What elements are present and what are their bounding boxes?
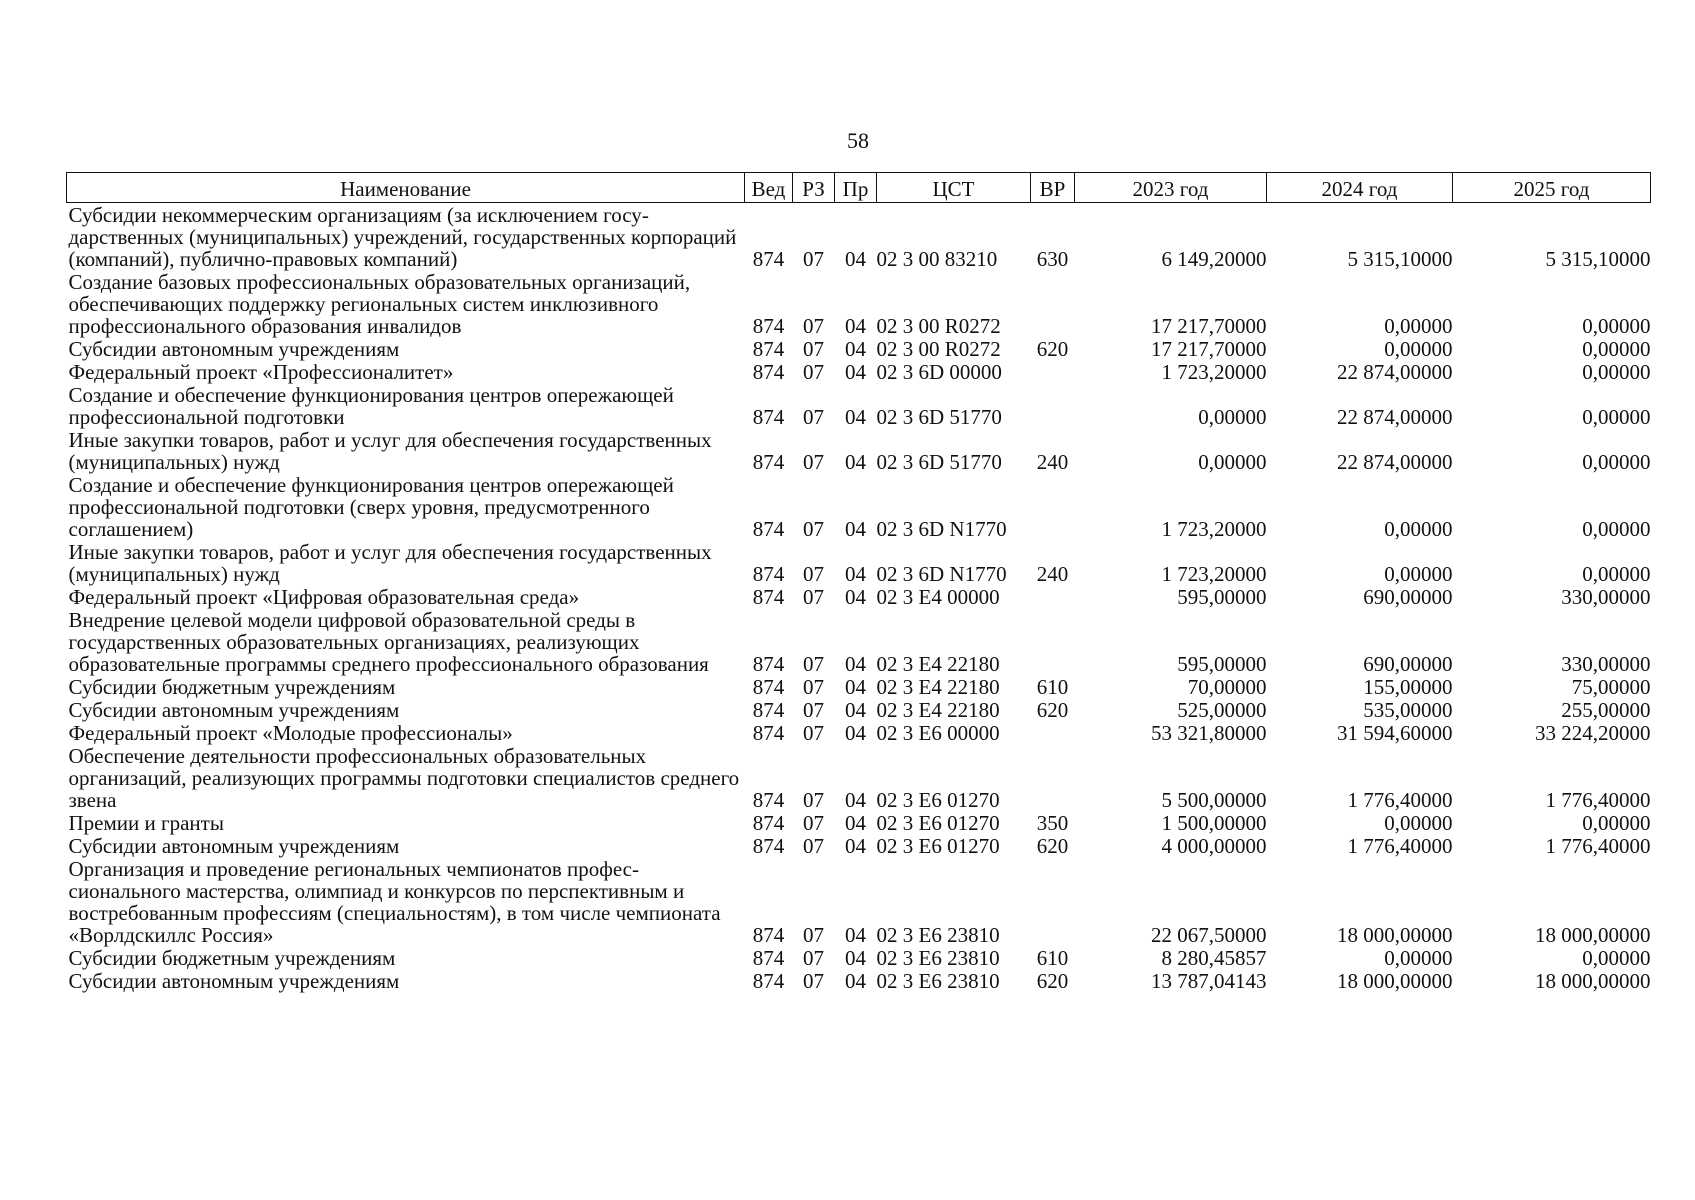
row-pr: 04 xyxy=(845,698,866,722)
row-cst: 02 3 6D N1770 xyxy=(876,517,1007,541)
header-2025: 2025 год xyxy=(1453,173,1651,203)
row-pr: 04 xyxy=(845,405,866,429)
row-2023: 1 723,20000 xyxy=(1161,360,1267,384)
row-2024: 22 874,00000 xyxy=(1337,405,1453,429)
row-name: Субсидии автономным учреждениям xyxy=(68,969,400,993)
row-vr xyxy=(1031,473,1075,540)
row-2025: 5 315,10000 xyxy=(1545,247,1651,271)
row-2023: 4 000,00000 xyxy=(1161,834,1267,858)
row-ved: 874 xyxy=(752,834,785,858)
row-pr: 04 xyxy=(845,562,866,586)
row-2023: 1 500,00000 xyxy=(1161,811,1267,835)
header-name: Наименование xyxy=(67,173,745,203)
row-2024: 535,00000 xyxy=(1363,698,1453,722)
row-rz: 07 xyxy=(803,834,824,858)
row-rz: 07 xyxy=(803,698,824,722)
row-2025: 0,00000 xyxy=(1582,946,1651,970)
row-ved: 874 xyxy=(752,923,785,947)
table-row xyxy=(67,698,1651,721)
row-2024: 0,00000 xyxy=(1384,517,1453,541)
row-vr xyxy=(1031,857,1075,946)
row-name: Иные закупки товаров, работ и услуг для обеспечения государственных (муниципальных) нужд xyxy=(68,428,712,474)
row-vr xyxy=(1031,270,1075,337)
row-vr: 620 xyxy=(1036,698,1069,722)
table-row xyxy=(67,721,1651,744)
row-ved: 874 xyxy=(752,247,785,271)
row-cst: 02 3 00 R0272 xyxy=(876,314,1001,338)
table-row xyxy=(67,585,1651,608)
row-name: Обеспечение деятельности профессиональных образовательных организаций, реализующих программы подготовки специалистов среднего звена xyxy=(68,744,740,812)
row-2023: 17 217,70000 xyxy=(1151,337,1267,361)
row-name: Субсидии некоммерческим организациям (за исключением государственных (муниципальных) учреждений, государственных корпораций (компаний), публично-правовых компаний) xyxy=(68,203,737,271)
row-ved: 874 xyxy=(752,585,785,609)
table-row xyxy=(67,428,1651,473)
row-ved: 874 xyxy=(752,450,785,474)
row-ved: 874 xyxy=(752,969,785,993)
row-rz: 07 xyxy=(803,969,824,993)
row-name: Создание и обеспечение функционирования центров опережающей профессиональной подготовки xyxy=(68,383,674,429)
row-pr: 04 xyxy=(845,788,866,812)
row-name: Федеральный проект «Профессионалитет» xyxy=(68,360,454,384)
row-2025: 1 776,40000 xyxy=(1545,788,1651,812)
row-name: Субсидии бюджетным учреждениям xyxy=(68,675,396,699)
row-2023: 13 787,04143 xyxy=(1151,969,1267,993)
row-2024: 155,00000 xyxy=(1363,675,1453,699)
row-2024: 31 594,60000 xyxy=(1337,721,1453,745)
row-2025: 18 000,00000 xyxy=(1535,969,1651,993)
row-rz: 07 xyxy=(803,314,824,338)
row-2024: 0,00000 xyxy=(1384,314,1453,338)
header-rz: РЗ xyxy=(793,173,835,203)
row-vr: 610 xyxy=(1036,946,1069,970)
row-2025: 255,00000 xyxy=(1561,698,1651,722)
table-header-row xyxy=(67,173,1651,203)
page-number: 58 xyxy=(847,128,869,153)
row-pr: 04 xyxy=(845,923,866,947)
row-rz: 07 xyxy=(803,562,824,586)
row-rz: 07 xyxy=(803,946,824,970)
row-ved: 874 xyxy=(752,360,785,384)
row-ved: 874 xyxy=(752,337,785,361)
table-row xyxy=(67,744,1651,811)
table-row xyxy=(67,383,1651,428)
row-2024: 22 874,00000 xyxy=(1337,450,1453,474)
row-name: Премии и гранты xyxy=(68,811,224,835)
row-pr: 04 xyxy=(845,450,866,474)
row-vr xyxy=(1031,721,1075,744)
row-name: Организация и проведение региональных чемпионатов профессионального мастерства, олимпиад и конкурсов по перспективным и востребованным профессиям (специальностям), в том числе чемпионата «Ворлдскиллс Россия» xyxy=(68,857,721,947)
row-pr: 04 xyxy=(845,517,866,541)
row-2023: 8 280,45857 xyxy=(1161,946,1267,970)
row-2024: 22 874,00000 xyxy=(1337,360,1453,384)
row-2025: 0,00000 xyxy=(1582,450,1651,474)
header-cst: ЦСТ xyxy=(877,173,1031,203)
row-rz: 07 xyxy=(803,811,824,835)
table-row xyxy=(67,857,1651,946)
row-cst: 02 3 E6 00000 xyxy=(876,721,1000,745)
row-ved: 874 xyxy=(752,675,785,699)
row-2024: 690,00000 xyxy=(1363,652,1453,676)
row-2025: 18 000,00000 xyxy=(1535,923,1651,947)
row-vr: 620 xyxy=(1036,834,1069,858)
row-vr xyxy=(1031,585,1075,608)
row-vr xyxy=(1031,608,1075,675)
row-rz: 07 xyxy=(803,652,824,676)
row-rz: 07 xyxy=(803,788,824,812)
table-row xyxy=(67,337,1651,360)
row-2025: 330,00000 xyxy=(1561,652,1651,676)
row-rz: 07 xyxy=(803,247,824,271)
row-2025: 0,00000 xyxy=(1582,562,1651,586)
row-rz: 07 xyxy=(803,675,824,699)
table-row xyxy=(67,675,1651,698)
table-row xyxy=(67,203,1651,271)
row-cst: 02 3 6D 51770 xyxy=(876,450,1002,474)
row-pr: 04 xyxy=(845,675,866,699)
row-rz: 07 xyxy=(803,585,824,609)
row-2023: 70,00000 xyxy=(1187,675,1267,699)
row-cst: 02 3 E6 01270 xyxy=(876,834,1000,858)
row-cst: 02 3 E4 22180 xyxy=(876,675,1000,699)
row-2025: 0,00000 xyxy=(1582,811,1651,835)
row-cst: 02 3 E6 01270 xyxy=(876,788,1000,812)
row-rz: 07 xyxy=(803,360,824,384)
row-2025: 330,00000 xyxy=(1561,585,1651,609)
table-row xyxy=(67,270,1651,337)
header-pr: Пр xyxy=(835,173,877,203)
row-name: Федеральный проект «Цифровая образовательная среда» xyxy=(68,585,580,609)
row-name: Субсидии автономным учреждениям xyxy=(68,834,400,858)
row-vr: 630 xyxy=(1036,247,1069,271)
row-rz: 07 xyxy=(803,337,824,361)
row-name: Субсидии бюджетным учреждениям xyxy=(68,946,396,970)
row-2024: 0,00000 xyxy=(1384,337,1453,361)
row-2024: 0,00000 xyxy=(1384,562,1453,586)
row-pr: 04 xyxy=(845,811,866,835)
row-cst: 02 3 E4 00000 xyxy=(876,585,1000,609)
row-pr: 04 xyxy=(845,360,866,384)
row-cst: 02 3 E6 01270 xyxy=(876,811,1000,835)
row-2025: 75,00000 xyxy=(1571,675,1651,699)
row-2023: 6 149,20000 xyxy=(1161,247,1267,271)
row-2025: 0,00000 xyxy=(1582,360,1651,384)
row-2023: 0,00000 xyxy=(1198,450,1267,474)
row-pr: 04 xyxy=(845,337,866,361)
row-ved: 874 xyxy=(752,517,785,541)
table-row xyxy=(67,540,1651,585)
row-2025: 0,00000 xyxy=(1582,517,1651,541)
row-2023: 5 500,00000 xyxy=(1161,788,1267,812)
row-2023: 595,00000 xyxy=(1177,652,1267,676)
row-vr: 620 xyxy=(1036,337,1069,361)
row-ved: 874 xyxy=(752,652,785,676)
row-name: Создание и обеспечение функционирования центров опережающей профессиональной подготовки (сверх уровня, предусмотренного соглашением) xyxy=(68,473,674,541)
row-vr: 240 xyxy=(1036,450,1069,474)
row-2024: 5 315,10000 xyxy=(1347,247,1453,271)
row-pr: 04 xyxy=(845,585,866,609)
row-ved: 874 xyxy=(752,405,785,429)
row-pr: 04 xyxy=(845,969,866,993)
row-2023: 17 217,70000 xyxy=(1151,314,1267,338)
row-vr: 240 xyxy=(1036,562,1069,586)
row-name: Создание базовых профессиональных образовательных организаций, обеспечивающих поддержку региональных систем инклюзивного профессионального образования инвалидов xyxy=(68,270,691,338)
row-cst: 02 3 E6 23810 xyxy=(876,946,1000,970)
row-ved: 874 xyxy=(752,721,785,745)
row-pr: 04 xyxy=(845,834,866,858)
row-2023: 525,00000 xyxy=(1177,698,1267,722)
row-rz: 07 xyxy=(803,450,824,474)
row-rz: 07 xyxy=(803,721,824,745)
row-2024: 18 000,00000 xyxy=(1337,923,1453,947)
row-vr xyxy=(1031,360,1075,383)
row-2023: 0,00000 xyxy=(1198,405,1267,429)
row-2024: 690,00000 xyxy=(1363,585,1453,609)
row-vr: 350 xyxy=(1036,811,1069,835)
row-2023: 1 723,20000 xyxy=(1161,517,1267,541)
row-cst: 02 3 E4 22180 xyxy=(876,652,1000,676)
row-name: Иные закупки товаров, работ и услуг для обеспечения государственных (муниципальных) нужд xyxy=(68,540,712,586)
table-row xyxy=(67,360,1651,383)
row-2023: 22 067,50000 xyxy=(1151,923,1267,947)
row-2023: 1 723,20000 xyxy=(1161,562,1267,586)
row-2025: 0,00000 xyxy=(1582,405,1651,429)
row-ved: 874 xyxy=(752,698,785,722)
row-cst: 02 3 6D 51770 xyxy=(876,405,1002,429)
row-2024: 1 776,40000 xyxy=(1347,834,1453,858)
table-row xyxy=(67,473,1651,540)
row-vr: 610 xyxy=(1036,675,1069,699)
row-pr: 04 xyxy=(845,314,866,338)
row-vr: 620 xyxy=(1036,969,1069,993)
row-rz: 07 xyxy=(803,405,824,429)
row-vr xyxy=(1031,744,1075,811)
row-cst: 02 3 6D 00000 xyxy=(876,360,1002,384)
header-2024: 2024 год xyxy=(1267,173,1453,203)
row-name: Федеральный проект «Молодые профессионалы» xyxy=(68,721,513,745)
row-2024: 0,00000 xyxy=(1384,946,1453,970)
row-ved: 874 xyxy=(752,811,785,835)
row-2023: 595,00000 xyxy=(1177,585,1267,609)
row-2024: 0,00000 xyxy=(1384,811,1453,835)
row-cst: 02 3 00 83210 xyxy=(876,247,998,271)
row-cst: 02 3 E4 22180 xyxy=(876,698,1000,722)
table-row xyxy=(67,946,1651,969)
row-ved: 874 xyxy=(752,314,785,338)
table-row xyxy=(67,834,1651,857)
row-2025: 0,00000 xyxy=(1582,314,1651,338)
row-ved: 874 xyxy=(752,562,785,586)
row-2025: 0,00000 xyxy=(1582,337,1651,361)
table-row xyxy=(67,969,1651,992)
row-cst: 02 3 E6 23810 xyxy=(876,923,1000,947)
budget-table xyxy=(66,172,1651,992)
row-2025: 1 776,40000 xyxy=(1545,834,1651,858)
row-pr: 04 xyxy=(845,946,866,970)
row-2024: 18 000,00000 xyxy=(1337,969,1453,993)
header-ved: Вед xyxy=(745,173,793,203)
header-2023: 2023 год xyxy=(1075,173,1267,203)
table-body xyxy=(67,203,1651,993)
table-row xyxy=(67,608,1651,675)
table-row xyxy=(67,811,1651,834)
row-rz: 07 xyxy=(803,517,824,541)
row-pr: 04 xyxy=(845,721,866,745)
row-name: Субсидии автономным учреждениям xyxy=(68,337,400,361)
row-pr: 04 xyxy=(845,652,866,676)
row-name: Субсидии автономным учреждениям xyxy=(68,698,400,722)
row-ved: 874 xyxy=(752,946,785,970)
row-vr xyxy=(1031,383,1075,428)
row-2025: 33 224,20000 xyxy=(1535,721,1651,745)
row-cst: 02 3 6D N1770 xyxy=(876,562,1007,586)
row-name: Внедрение целевой модели цифровой образовательной среды в государственных образовательных организациях, реализующих образовательные программы среднего профессионального образования xyxy=(68,608,709,676)
row-ved: 874 xyxy=(752,788,785,812)
row-2023: 53 321,80000 xyxy=(1151,721,1267,745)
row-2024: 1 776,40000 xyxy=(1347,788,1453,812)
row-cst: 02 3 E6 23810 xyxy=(876,969,1000,993)
header-vr: ВР xyxy=(1031,173,1075,203)
row-cst: 02 3 00 R0272 xyxy=(876,337,1001,361)
row-rz: 07 xyxy=(803,923,824,947)
row-pr: 04 xyxy=(845,247,866,271)
